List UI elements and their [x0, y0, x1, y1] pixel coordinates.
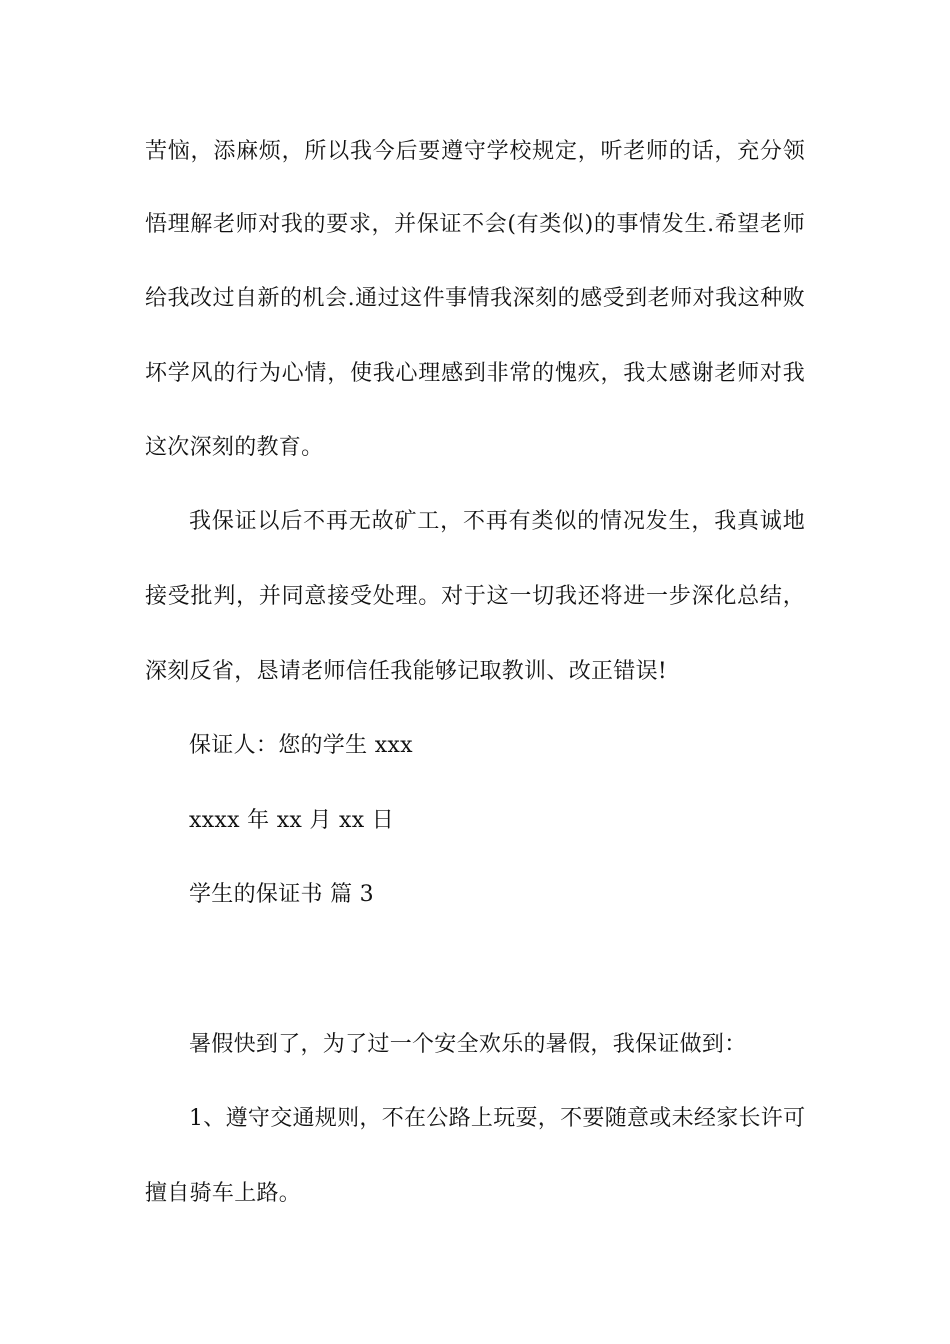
paragraph-line: 悟理解老师对我的要求，并保证不会(有类似)的事情发生.希望老师	[145, 212, 805, 237]
paragraph-line: 苦恼，添麻烦，所以我今后要遵守学校规定，听老师的话，充分领	[145, 139, 805, 164]
list-item-line: 擅自骑车上路。	[145, 1181, 302, 1206]
paragraph-line: 接受批判，并同意接受处理。对于这一切我还将进一步深化总结，	[145, 584, 805, 609]
paragraph-line: 深刻反省，恳请老师信任我能够记取教训、改正错误!	[145, 659, 668, 684]
section-title: 学生的保证书 篇 3	[189, 882, 374, 907]
paragraph-line: 给我改过自新的机会.通过这件事情我深刻的感受到老师对我这种败	[145, 286, 805, 311]
date-line: xxxx 年 xx 月 xx 日	[189, 808, 395, 833]
signature-line: 保证人：您的学生 xxx	[189, 733, 413, 758]
paragraph-line: 这次深刻的教育。	[145, 435, 324, 460]
list-item-line: 1、遵守交通规则，不在公路上玩耍，不要随意或未经家长许可	[189, 1106, 806, 1131]
paragraph-line: 我保证以后不再无故矿工，不再有类似的情况发生，我真诚地	[189, 509, 805, 534]
paragraph-line: 坏学风的行为心情，使我心理感到非常的愧疚，我太感谢老师对我	[145, 361, 805, 386]
paragraph-line: 暑假快到了，为了过一个安全欢乐的暑假，我保证做到：	[189, 1032, 747, 1057]
